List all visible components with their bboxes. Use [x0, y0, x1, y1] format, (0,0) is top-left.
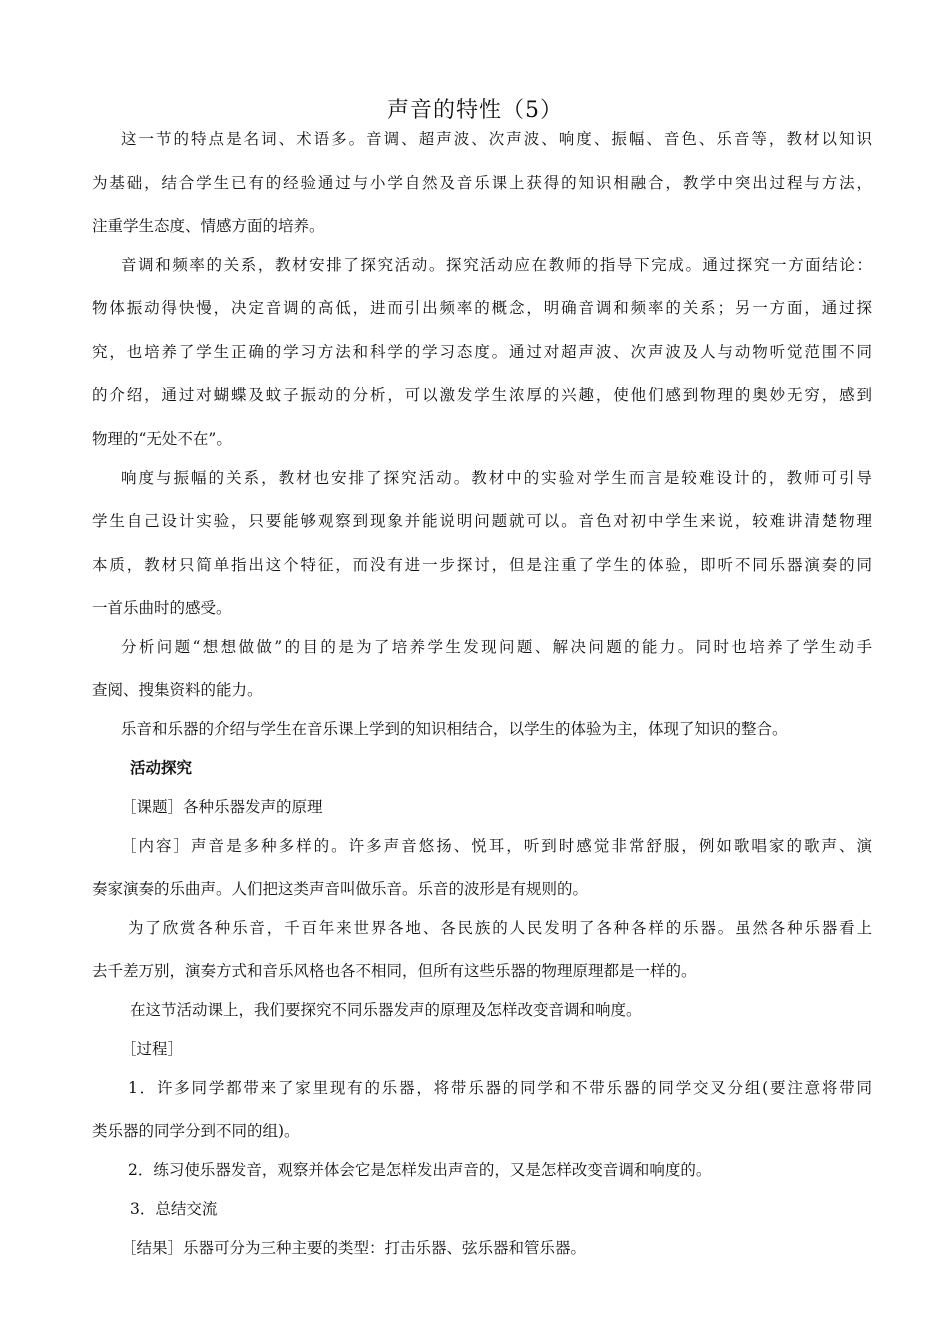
paragraph-line: 物体振动得快慢，决定音调的高低，进而引出频率的概念，明确音调和频率的关系；另一方面，通过探: [92, 299, 872, 317]
activity-result: ［结果］乐器可分为三种主要的类型：打击乐器、弦乐器和管乐器。: [121, 1239, 587, 1257]
paragraph-line: 究，也培养了学生正确的学习方法和科学的学习态度。通过对超声波、次声波及人与动物听觉范围不同: [92, 343, 872, 361]
paragraph-line: 本质，教材只简单指出这个特征，而没有进一步探讨，但是注重了学生的体验，即听不同乐器演奏的同: [92, 556, 872, 574]
paragraph-line: 乐音和乐器的介绍与学生在音乐课上学到的知识相结合，以学生的体验为主，体现了知识的整合。: [121, 720, 788, 738]
process-label: ［过程］: [121, 1040, 184, 1058]
paragraph-line: 响度与振幅的关系，教材也安排了探究活动。教材中的实验对学生而言是较难设计的，教师可引导: [121, 469, 872, 487]
paragraph-line: 这一节的特点是名词、术语多。音调、超声波、次声波、响度、振幅、音色、乐音等，教材以知识: [121, 130, 872, 148]
process-step: 3．总结交流: [130, 1200, 218, 1218]
activity-topic: ［课题］各种乐器发声的原理: [121, 798, 323, 816]
paragraph-line: 的介绍，通过对蝴蝶及蚊子振动的分析，可以激发学生浓厚的兴趣，使他们感到物理的奥妙无穷，感到: [92, 386, 872, 404]
paragraph-line: 音调和频率的关系，教材安排了探究活动。探究活动应在教师的指导下完成。通过探究一方面结论：: [121, 256, 872, 274]
paragraph-line: 一首乐曲时的感受。: [92, 599, 232, 617]
paragraph-line: 查阅、搜集资料的能力。: [92, 681, 263, 699]
activity-content-line: 去千差万别，演奏方式和音乐风格也各不相同，但所有这些乐器的物理原理都是一样的。: [92, 962, 697, 980]
activity-content-line: 为了欣赏各种乐音，千百年来世界各地、各民族的人民发明了各种各样的乐器。虽然各种乐器看上: [128, 919, 872, 937]
section-heading: 活动探究: [130, 759, 193, 777]
process-step: 类乐器的同学分到不同的组)。: [92, 1122, 300, 1140]
activity-content-line: 奏家演奏的乐曲声。人们把这类声音叫做乐音。乐音的波形是有规则的。: [92, 880, 589, 898]
activity-goal: 在这节活动课上，我们要探究不同乐器发声的原理及怎样改变音调和响度。: [130, 1001, 642, 1019]
process-step: 2．练习使乐器发音，观察并体会它是怎样发出声音的，又是怎样改变音调和响度的。: [128, 1161, 712, 1179]
paragraph-line: 物理的“无处不在”。: [92, 430, 232, 448]
activity-content-line: ［内容］声音是多种多样的。许多声音悠扬、悦耳，听到时感觉非常舒服，例如歌唱家的歌声、演: [121, 837, 872, 855]
paragraph-line: 学生自己设计实验，只要能够观察到现象并能说明问题就可以。音色对初中学生来说，较难讲清楚物理: [92, 512, 872, 530]
paragraph-line: 为基础，结合学生已有的经验通过与小学自然及音乐课上获得的知识相融合，教学中突出过程与方法，: [92, 174, 872, 192]
process-step: 1．许多同学都带来了家里现有的乐器，将带乐器的同学和不带乐器的同学交叉分组(要注意将带同: [128, 1079, 872, 1097]
page-title: 声音的特性（5）: [387, 98, 563, 123]
paragraph-line: 注重学生态度、情感方面的培养。: [92, 217, 325, 235]
paragraph-line: 分析问题“想想做做”的目的是为了培养学生发现问题、解决问题的能力。同时也培养了学生动手: [121, 638, 872, 656]
